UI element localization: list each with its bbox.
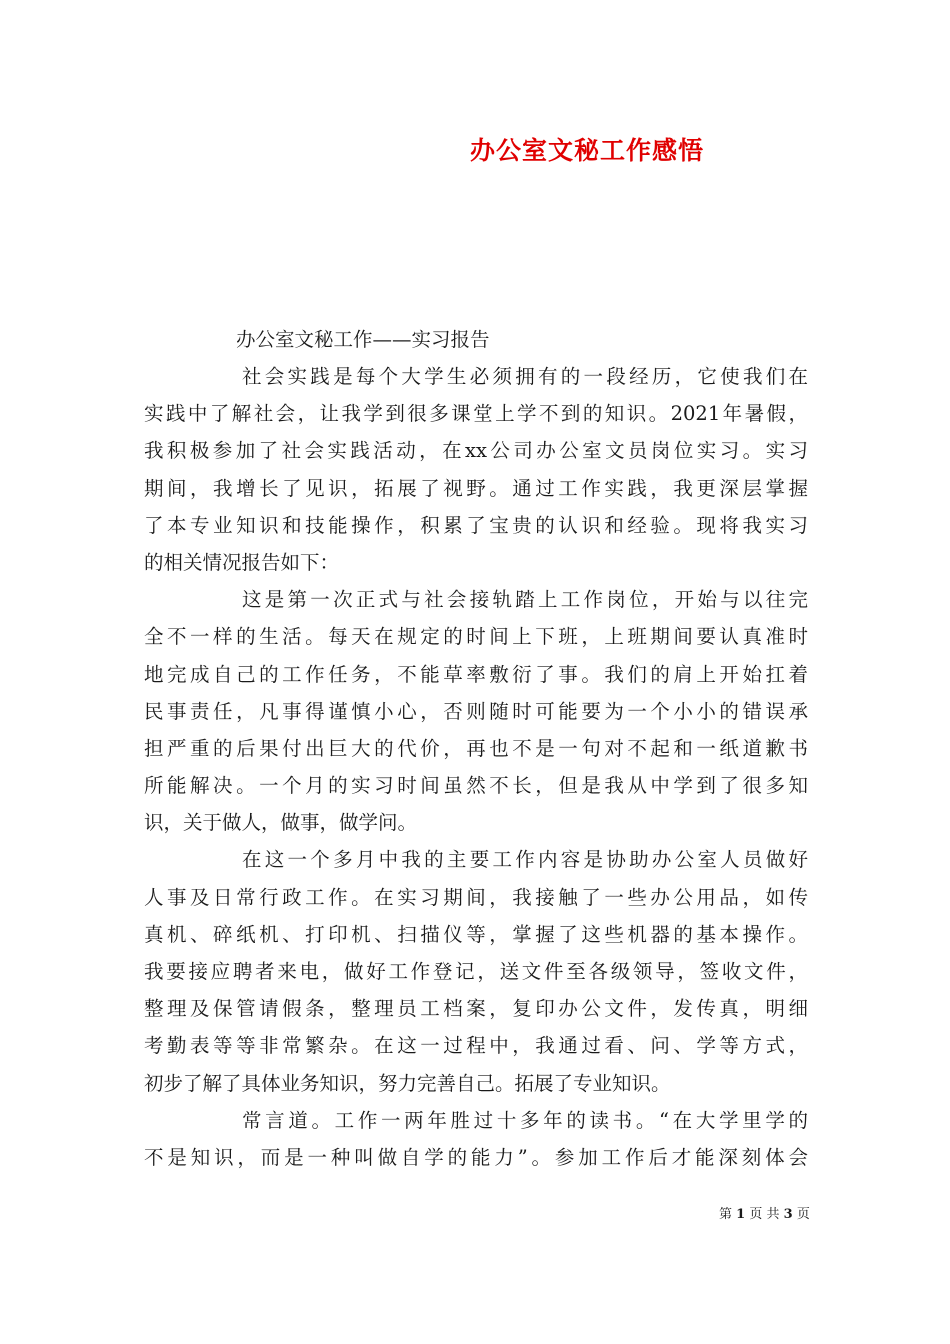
paragraph-2-line: 民事责任，凡事得谨慎小心，否则随时可能要为一个小小的错误承 — [144, 699, 808, 723]
paragraph-2-line: 识，关于做人，做事，做学问。 — [144, 811, 418, 835]
paragraph-1-line: 我积极参加了社会实践活动，在xx公司办公室文员岗位实习。实习 — [144, 439, 808, 463]
footer-total-pages: 3 — [783, 1207, 793, 1222]
footer-suffix: 页 — [796, 1207, 810, 1222]
footer-prefix: 第 — [719, 1207, 733, 1222]
paragraph-3-line: 人事及日常行政工作。在实习期间，我接触了一些办公用品，如传 — [144, 885, 808, 909]
footer-middle: 页 共 — [749, 1207, 780, 1222]
paragraph-3-line: 考勤表等等非常繁杂。在这一过程中，我通过看、问、学等方式， — [144, 1034, 808, 1058]
page-footer — [719, 1206, 810, 1224]
paragraph-3-line: 初步了解了具体业务知识，努力完善自己。拓展了专业知识。 — [144, 1071, 671, 1095]
paragraph-1-line: 实践中了解社会，让我学到很多课堂上学不到的知识。2021年暑假， — [144, 402, 808, 426]
document-body — [144, 358, 808, 1176]
paragraph-2-line: 这是第一次正式与社会接轨踏上工作岗位，开始与以往完 — [242, 588, 808, 612]
paragraph-3-line: 真机、碎纸机、打印机、扫描仪等，掌握了这些机器的基本操作。 — [144, 922, 808, 946]
paragraph-4-line: 不是知识，而是一种叫做自学的能力”。参加工作后才能深刻体会 — [144, 1145, 808, 1169]
paragraph-2-line: 担严重的后果付出巨大的代价，再也不是一句对不起和一纸道歉书 — [144, 736, 808, 760]
paragraph-3-line: 我要接应聘者来电，做好工作登记，送文件至各级领导，签收文件， — [144, 960, 808, 983]
paragraph-1-line: 了本专业知识和技能操作，积累了宝贵的认识和经验。现将我实习 — [144, 513, 808, 537]
report-subtitle: 办公室文秘工作——实习报告 — [236, 328, 490, 351]
paragraph-3-line: 在这一个多月中我的主要工作内容是协助办公室人员做好 — [242, 848, 808, 872]
paragraph-1-line: 期间，我增长了见识，拓展了视野。通过工作实践，我更深层掌握 — [144, 476, 808, 500]
footer-page-number: 1 — [736, 1207, 746, 1222]
paragraph-2-line: 全不一样的生活。每天在规定的时间上下班，上班期间要认真准时 — [144, 625, 808, 649]
paragraph-1-line: 的相关情况报告如下： — [144, 550, 340, 574]
paragraph-3-line: 整理及保管请假条，整理员工档案，复印办公文件，发传真，明细 — [144, 997, 808, 1021]
paragraph-2-line: 地完成自己的工作任务，不能草率敷衍了事。我们的肩上开始扛着 — [144, 662, 808, 686]
paragraph-1-line: 社会实践是每个大学生必须拥有的一段经历，它使我们在 — [242, 365, 808, 388]
paragraph-4-line: 常言道。工作一两年胜过十多年的读书。“在大学里学的 — [242, 1108, 808, 1132]
paragraph-2-line: 所能解决。一个月的实习时间虽然不长，但是我从中学到了很多知 — [144, 774, 808, 798]
document-title: 办公室文秘工作感悟 — [470, 136, 705, 165]
